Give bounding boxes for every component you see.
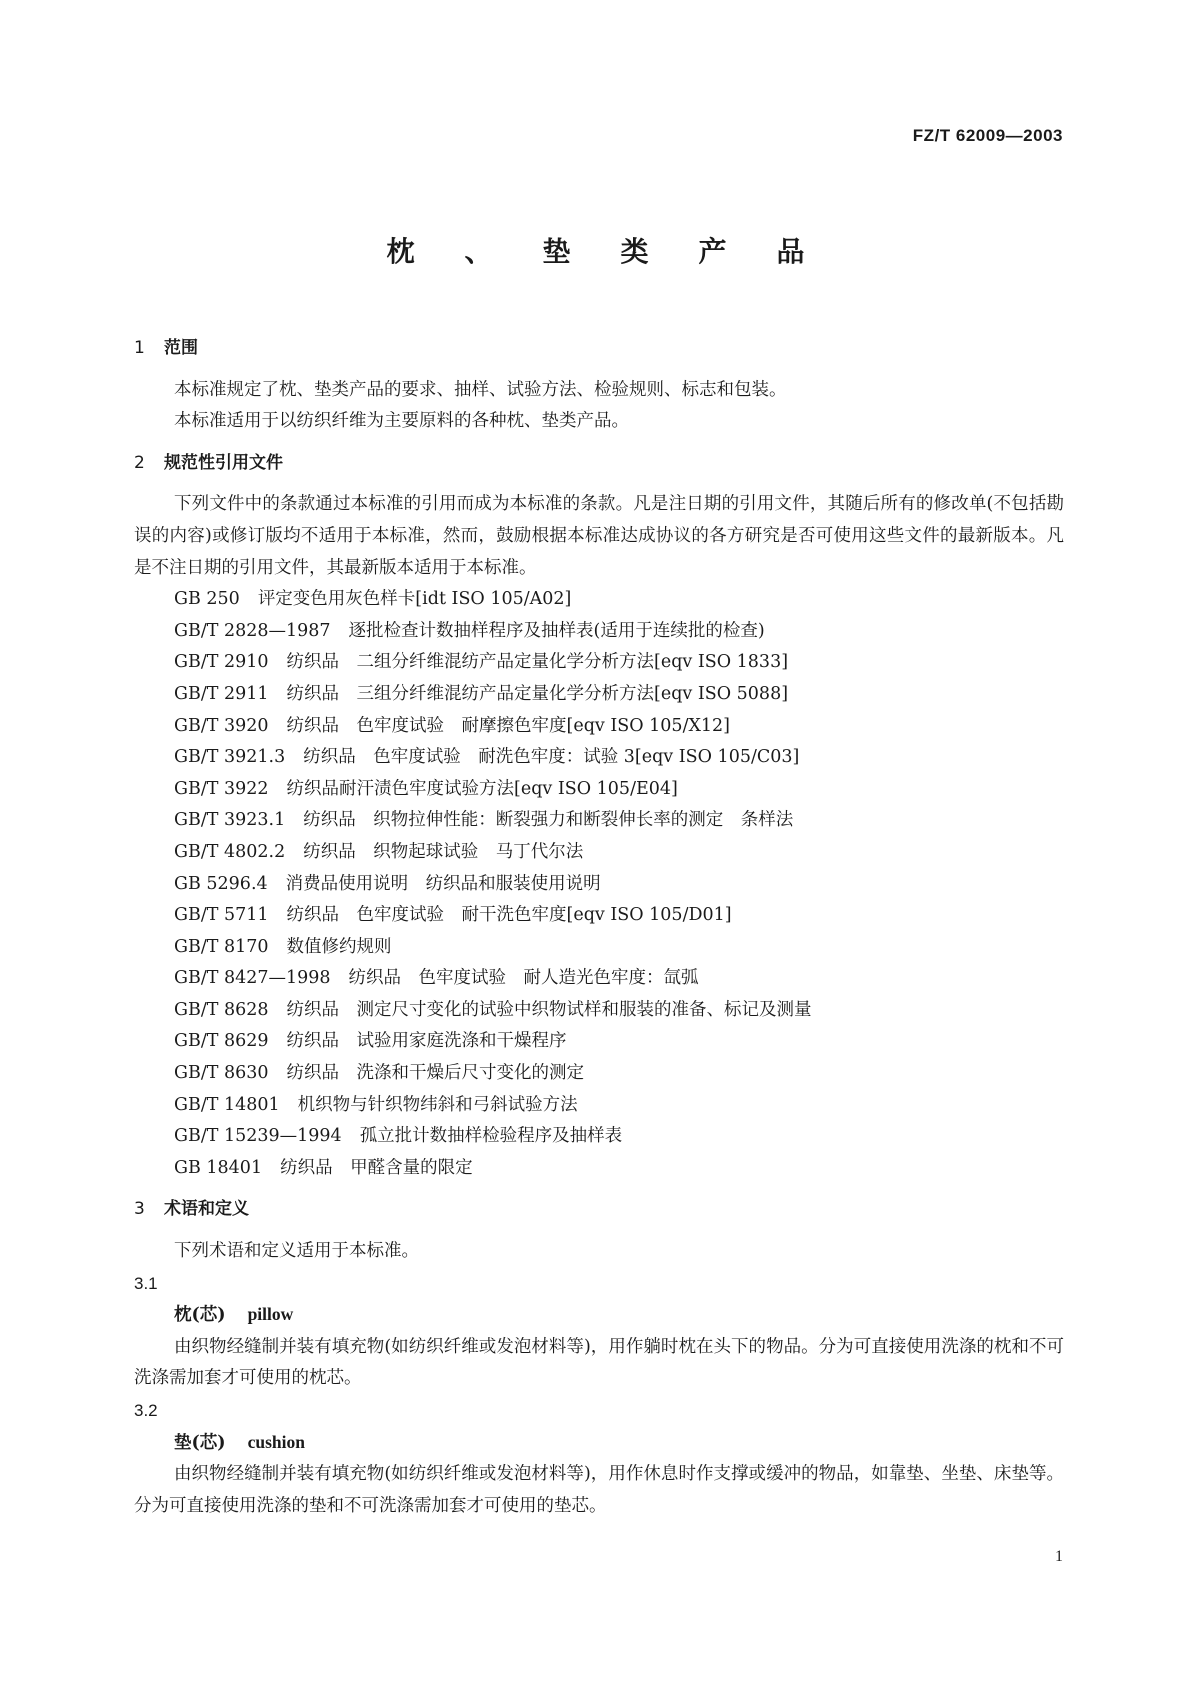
section-2-heading bbox=[134, 448, 1064, 480]
reference-title: 逐批检查计数抽样程序及抽样表(适用于连续批的检查) bbox=[348, 620, 765, 641]
paragraph: 下列文件中的条款通过本标准的引用而成为本标准的条款。凡是注日期的引用文件，其随后所有的修改单(不包括勘误的内容)或修订版均不适用于本标准，然而，鼓励根据本标准达成协议的各方研究是否可使用这些文件的最新版本。凡是不注日期的引用文件，其最新版本适用于本标准。 bbox=[134, 494, 1064, 578]
reference-title: 孤立批计数抽样检验程序及抽样表 bbox=[359, 1126, 623, 1147]
reference-item bbox=[134, 1058, 1064, 1090]
reference-title: 纺织品 色牢度试验 耐干洗色牢度[eqv ISO 105/D01] bbox=[286, 905, 732, 926]
reference-code: GB/T 8630 bbox=[174, 1063, 269, 1084]
reference-item bbox=[134, 805, 1064, 837]
reference-code: GB/T 2828—1987 bbox=[174, 620, 331, 641]
reference-item bbox=[134, 837, 1064, 869]
reference-code: GB 5296.4 bbox=[174, 873, 268, 894]
reference-item bbox=[134, 742, 1064, 774]
reference-item bbox=[134, 932, 1064, 964]
reference-item bbox=[134, 584, 1064, 616]
section-1-heading bbox=[134, 333, 1064, 365]
reference-title: 纺织品 三组分纤维混纺产品定量化学分析方法[eqv ISO 5088] bbox=[286, 683, 789, 704]
reference-code: GB/T 3920 bbox=[174, 715, 269, 736]
reference-code: GB/T 8170 bbox=[174, 936, 269, 957]
reference-code: GB 250 bbox=[174, 589, 240, 610]
section-number: 3 bbox=[134, 1199, 145, 1220]
reference-title: 纺织品 试验用家庭洗涤和干燥程序 bbox=[286, 1031, 567, 1052]
section-number: 2 bbox=[134, 452, 145, 473]
reference-code: GB/T 8628 bbox=[174, 999, 269, 1020]
reference-code: GB/T 3923.1 bbox=[174, 810, 286, 831]
paragraph: 下列术语和定义适用于本标准。 bbox=[174, 1241, 419, 1262]
reference-code: GB/T 2911 bbox=[174, 683, 269, 704]
reference-title: 消费品使用说明 纺织品和服装使用说明 bbox=[285, 873, 601, 894]
reference-code: GB/T 14801 bbox=[174, 1094, 280, 1115]
reference-title: 纺织品耐汗渍色牢度试验方法[eqv ISO 105/E04] bbox=[286, 778, 678, 799]
reference-item bbox=[134, 616, 1064, 648]
paragraph: 本标准适用于以纺织纤维为主要原料的各种枕、垫类产品。 bbox=[174, 411, 629, 432]
section-number: 1 bbox=[134, 338, 145, 358]
section-3-heading bbox=[134, 1194, 1064, 1226]
reference-item bbox=[134, 1026, 1064, 1058]
section-title: 术语和定义 bbox=[164, 1199, 249, 1220]
term-definition: 由织物经缝制并装有填充物(如纺织纤维或发泡材料等)，用作休息时作支撑或缓冲的物品，如靠垫、坐垫、床垫等。分为可直接使用洗涤的垫和不可洗涤需加套才可使用的垫芯。 bbox=[134, 1464, 1064, 1516]
section-title: 规范性引用文件 bbox=[164, 452, 283, 473]
reference-title: 纺织品 洗涤和干燥后尺寸变化的测定 bbox=[286, 1063, 585, 1084]
term-name bbox=[134, 1299, 1064, 1332]
reference-code: GB/T 8427—1998 bbox=[174, 968, 331, 989]
reference-item bbox=[134, 711, 1064, 743]
reference-title: 纺织品 色牢度试验 耐人造光色牢度：氙弧 bbox=[348, 968, 699, 989]
term-name-cn: 垫(芯) bbox=[174, 1432, 226, 1453]
reference-code: GB/T 15239—1994 bbox=[174, 1126, 342, 1147]
reference-title: 纺织品 织物拉伸性能：断裂强力和断裂伸长率的测定 条样法 bbox=[303, 810, 794, 831]
term-number: 3.1 bbox=[134, 1273, 158, 1293]
paragraph: 本标准规定了枕、垫类产品的要求、抽样、试验方法、检验规则、标志和包装。 bbox=[174, 379, 787, 400]
document-body bbox=[134, 325, 1064, 1522]
reference-title: 数值修约规则 bbox=[286, 936, 392, 957]
section-title: 范围 bbox=[164, 338, 198, 358]
reference-title: 评定变色用灰色样卡[idt ISO 105/A02] bbox=[257, 589, 572, 610]
reference-item bbox=[134, 1153, 1064, 1185]
reference-code: GB/T 2910 bbox=[174, 652, 269, 673]
term-name bbox=[134, 1427, 1064, 1460]
document-title: 枕、垫类产品 bbox=[386, 235, 855, 268]
term-name-en: cushion bbox=[247, 1431, 305, 1452]
reference-title: 纺织品 织物起球试验 马丁代尔法 bbox=[303, 841, 584, 862]
reference-code: GB/T 3921.3 bbox=[174, 747, 286, 768]
term-name-en: pillow bbox=[247, 1304, 294, 1325]
reference-code: GB 18401 bbox=[174, 1157, 263, 1178]
term-name-cn: 枕(芯) bbox=[174, 1305, 226, 1326]
standard-code: FZ/T 62009—2003 bbox=[912, 126, 1063, 145]
reference-code: GB/T 4802.2 bbox=[174, 841, 286, 862]
reference-code: GB/T 8629 bbox=[174, 1031, 269, 1052]
reference-item bbox=[134, 1090, 1064, 1122]
reference-item bbox=[134, 774, 1064, 806]
reference-title: 纺织品 甲醛含量的限定 bbox=[280, 1157, 473, 1178]
reference-title: 机织物与针织物纬斜和弓斜试验方法 bbox=[297, 1094, 578, 1115]
reference-item bbox=[134, 900, 1064, 932]
reference-title: 纺织品 色牢度试验 耐洗色牢度：试验 3[eqv ISO 105/C03] bbox=[303, 747, 800, 768]
term-definition: 由织物经缝制并装有填充物(如纺织纤维或发泡材料等)，用作躺时枕在头下的物品。分为可直接使用洗涤的枕和不可洗涤需加套才可使用的枕芯。 bbox=[134, 1336, 1064, 1389]
reference-title: 纺织品 测定尺寸变化的试验中织物试样和服装的准备、标记及测量 bbox=[286, 999, 812, 1020]
reference-item bbox=[134, 1121, 1064, 1153]
reference-code: GB/T 3922 bbox=[174, 778, 269, 799]
reference-title: 纺织品 二组分纤维混纺产品定量化学分析方法[eqv ISO 1833] bbox=[286, 652, 789, 673]
term-number: 3.2 bbox=[134, 1401, 158, 1420]
reference-item bbox=[134, 647, 1064, 679]
reference-code: GB/T 5711 bbox=[174, 905, 269, 926]
reference-item bbox=[134, 869, 1064, 901]
reference-item bbox=[134, 995, 1064, 1027]
reference-item bbox=[134, 679, 1064, 711]
reference-title: 纺织品 色牢度试验 耐摩擦色牢度[eqv ISO 105/X12] bbox=[286, 715, 731, 736]
reference-item bbox=[134, 963, 1064, 995]
page-number: 1 bbox=[1055, 1548, 1063, 1565]
